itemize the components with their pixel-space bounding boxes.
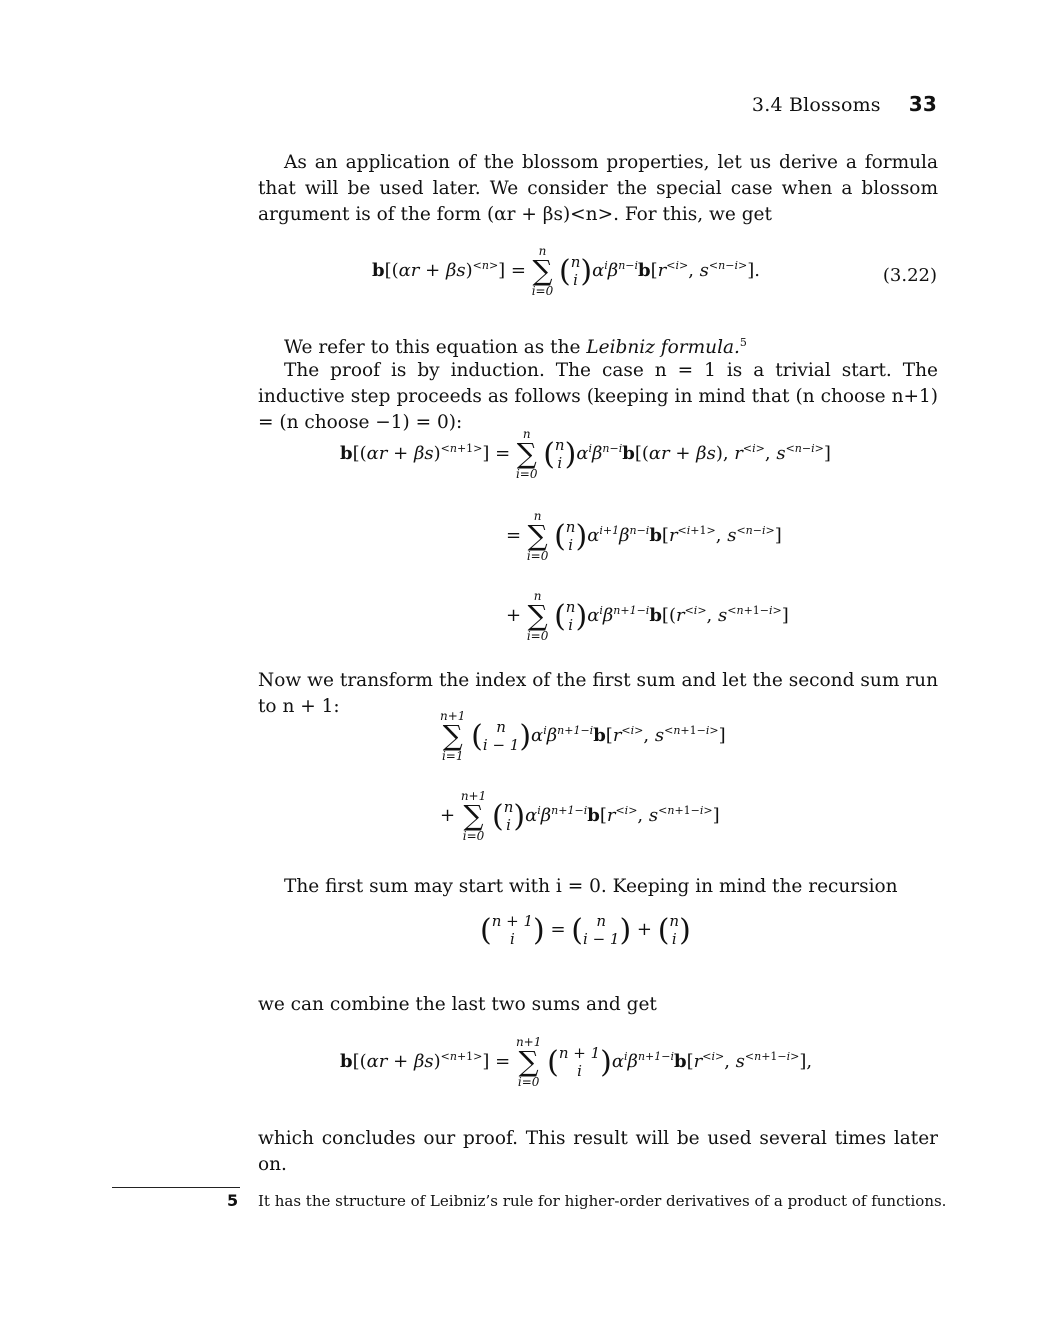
footnote-number: 5	[227, 1191, 239, 1210]
footnote-rule	[112, 1187, 240, 1188]
equation-induction-line3: + n ∑ i=0 (n $i)\alpha^i\beta^{n+1-i}b[(r^{<i>}$, $s^{<n+1-i>}$]	[506, 589, 789, 643]
paragraph-induction: The proof is by induction. The case n = 1 is a trivial start. The inductive step proceeds as follows (keeping in mind that (n choose n+1) = (n choose −1) = 0):	[258, 360, 938, 433]
paragraph-leibniz	[258, 330, 938, 361]
equation-induction-line2: = n ∑ i=0 (n $i)\alpha^{i+1}\beta^{n-i}b[r^{<i+1>}$, $s^{<n-i>}$]	[506, 509, 782, 563]
equation-3-22: $b[(\alpha r + \beta s)^{<n>}]$ = n ∑ i=0 (n $i)\alpha^i\beta^{n-i}b[r^{<i>}$, $s^{<n-i>}$].	[372, 244, 760, 298]
equation-transform-line2: + n+1 ∑ i=0 (n $i)\alpha^i\beta^{n+1-i}b[r^{<i>}$, $s^{<n+1-i>}$]	[440, 789, 720, 843]
running-header	[752, 92, 937, 116]
equation-recursion: (n + 1 i ) = ( n i − 1) + (n i)	[480, 912, 691, 948]
paragraph-leibniz-prefix: We refer to this equation as the	[284, 337, 587, 359]
paragraph-intro: As an application of the blossom properties, let us derive a formula that will be used later. We consider the special case when a blossom argument is of the form (αr + βs)<n>. For this, we get	[258, 152, 938, 225]
equation-induction-line1: $b[(\alpha r + \beta s)^{<n+1>}]$ = n ∑ i=0 (n $i)\alpha^i\beta^{n-i}b[(\alpha r + \beta s)$, $r^{<i>}$, $s^{<n-i>}$]	[340, 427, 831, 481]
paragraph-combine: we can combine the last two sums and get	[258, 994, 657, 1015]
paragraph-conclusion: which concludes our proof. This result will be used several times later on.	[258, 1128, 938, 1175]
equation-number: (3.22)	[882, 265, 937, 286]
footnote-mark: 5	[739, 336, 747, 349]
equation-transform-line1: n+1 ∑ i=1 ( n $i - 1)\alpha^i\beta^{n+1-i}b[r^{<i>}$, $s^{<n+1-i>}$]	[440, 709, 726, 763]
page-number: 33	[908, 92, 937, 116]
equation-final: $b[(\alpha r + \beta s)^{<n+1>}]$ = n+1 ∑ i=0 (n + 1 i )$\alpha^i\beta^{n+1-i}b[r^{<i>}$, $s^{<n+1-i>}$],	[340, 1035, 813, 1089]
paragraph-first-sum: The first sum may start with i = 0. Keeping in mind the recursion	[284, 876, 898, 897]
leibniz-term: Leibniz formula.	[586, 337, 740, 359]
footnote-text: It has the structure of Leibniz’s rule for higher-order derivatives of a product of functions.	[258, 1192, 947, 1210]
paragraph-transform: Now we transform the index of the first sum and let the second sum run to n + 1:	[258, 670, 938, 717]
section-title: 3.4 Blossoms	[751, 94, 881, 116]
